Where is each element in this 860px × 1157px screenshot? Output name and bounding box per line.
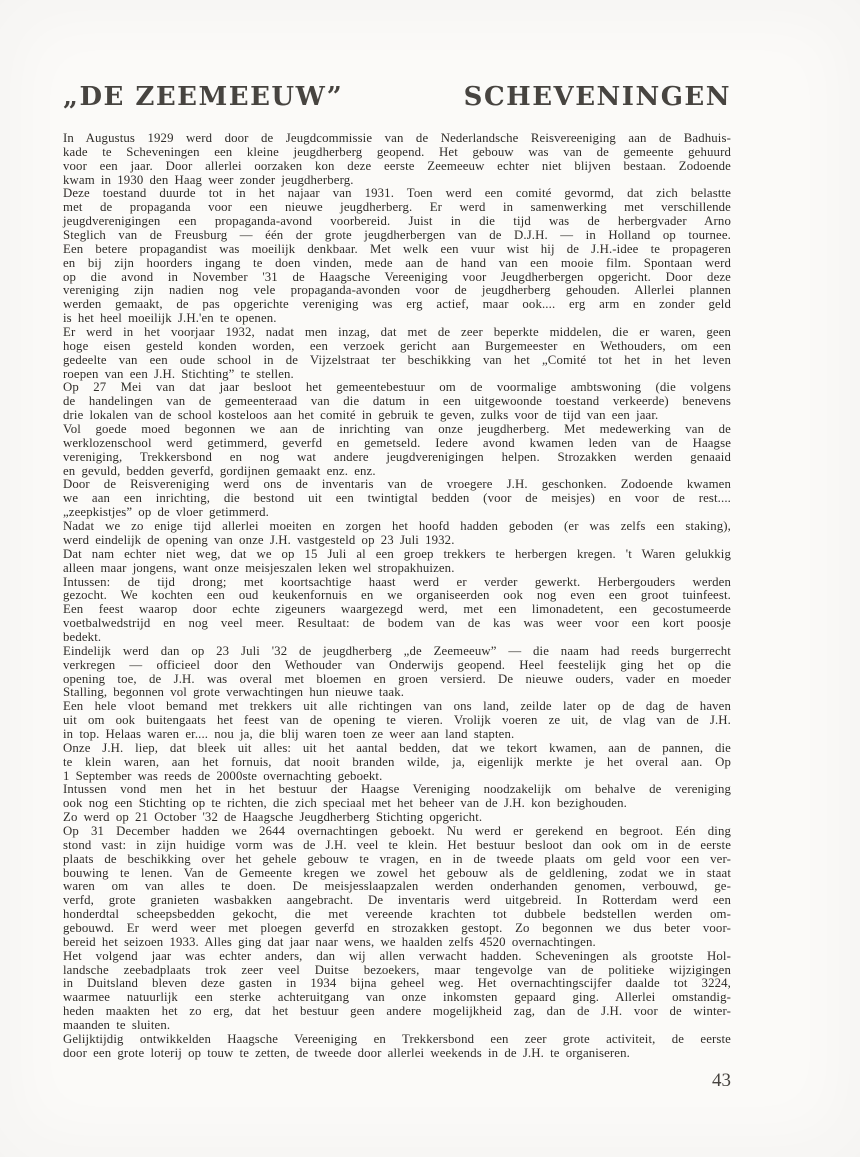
- text-line: Steglich van de Freusburg — één der grote jeugdherbergen van de D.J.H. — in Holland op tournee.: [63, 228, 731, 243]
- text-line: Vol goede moed begonnen we aan de inrichting van onze jeugdherberg. Met medewerking van de: [63, 422, 731, 437]
- paragraph: [63, 700, 731, 742]
- text-line: kade te Scheveningen een kleine jeugdherberg geopend. Het gebouw was van de gemeente gehuurd: [63, 144, 731, 159]
- text-line: Stalling, begonnen vol grote verwachtingen hun nieuwe taak.: [63, 685, 405, 700]
- text-line: door een grote loterij op touw te zetten, de tweede door allerlei weekends in de J.H. te organiseren.: [63, 1045, 630, 1060]
- text-line: honderdtal scheepsbedden gekocht, die met vereende krachten tot dubbele bedstellen werden om-: [63, 907, 731, 922]
- text-line: werden gemaakt, de pas opgerichte vereniging was erg actief, maar ook.... erg arm en zonder geld: [63, 297, 731, 312]
- text-line: we aan een inrichting, die bestond uit een twintigtal bedden (voor de meisjes) en voor de rest....: [63, 491, 731, 506]
- text-line: Het volgend jaar was echter anders, dan wij allen verwacht hadden. Scheveningen als grootste Hol-: [63, 948, 731, 963]
- text-line: Een betere propagandist was moeilijk denkbaar. Met welk een vuur wist hij de J.H.-idee te propageren: [63, 241, 731, 256]
- text-line: drie lokalen van de school kosteloos aan het comité in gebruik te geven, zulks voor de tijd van een jaar.: [63, 408, 659, 423]
- text-line: vereniging, Trekkersbond en nog wat andere jeugdverenigingen helpen. Strozakken werden genaaid: [63, 449, 731, 464]
- text-line: is het heel moeilijk J.H.'en te openen.: [63, 311, 277, 326]
- text-line: voor een jaar. Door allerlei oorzaken kon deze eerste Zeemeeuw echter niet blijven bestaan. Zodoende: [63, 158, 731, 173]
- text-line: te klein waren, aan het fornuis, dat nooit branden wilde, ja, eigenlijk merkte je het overal aan. Op: [63, 754, 731, 769]
- paragraph: [63, 645, 731, 700]
- page-header: [63, 82, 731, 112]
- article-body: [63, 132, 731, 1061]
- text-line: verfd, grote granieten wasbakken aangebracht. De inventaris werd uitgebreid. In Rotterdam werd een: [63, 893, 731, 908]
- text-line: voetbalwedstrijd en nog veel meer. Resultaat: de bodem van de kas was weer voor een kort poosje: [63, 616, 731, 631]
- paragraph: [63, 326, 731, 381]
- text-line: Dat nam echter niet weg, dat we op 15 Juli al een groep trekkers te herbergen kregen. 't Waren gelukkig: [63, 546, 731, 561]
- text-line: uit om ook buitengaats het feest van de opening te vieren. Vrolijk voeren ze uit, de vlag van de J.H.: [63, 713, 731, 728]
- text-line: bereid het seizoen 1933. Alles ging dat jaar naar wens, we haalden zelfs 4520 overnachtingen.: [63, 934, 596, 949]
- paragraph: [63, 520, 731, 548]
- text-line: „zeepkistjes” op de vloer getimmerd.: [63, 505, 269, 520]
- text-line: roepen van een J.H. Stichting” te stellen.: [63, 366, 294, 381]
- text-line: Er werd in het voorjaar 1932, nadat men inzag, dat met de zeer beperkte middelen, die er waren, geen: [63, 325, 731, 340]
- text-line: waarmee natuurlijk een sterke achteruitgang van onze inkomsten gepaard ging. Allerlei omstandig-: [63, 990, 731, 1005]
- text-line: in top. Helaas waren er.... nou ja, die blij waren toen ze weer aan land stapten.: [63, 726, 515, 741]
- paragraph: [63, 825, 731, 950]
- text-line: opening toe, de J.H. was overal met bloemen en groen versierd. De nieuwe ouders, vader en moeder: [63, 671, 731, 686]
- text-line: maanden te sluiten.: [63, 1018, 171, 1032]
- text-line: Onze J.H. liep, dat bleek uit alles: uit het aantal bedden, dat we tekort kwamen, aan de pannen, die: [63, 740, 731, 755]
- text-line: Zo werd op 21 October '32 de Haagsche Jeugdherberg Stichting opgericht.: [63, 810, 483, 825]
- paragraph: [63, 742, 731, 784]
- text-line: in Duitsland bleven deze gasten in 1934 bijna geheel weg. Het overnachtingscijfer daalde tot 3224,: [63, 976, 731, 991]
- paragraph: [63, 132, 731, 187]
- page-number: 43: [712, 1070, 731, 1091]
- paragraph: [63, 950, 731, 1033]
- text-line: vereniging zijn nadien nog vele propaganda-avonden voor de jeugdherberg gehouden. Allerlei plannen: [63, 283, 731, 298]
- paragraph: [63, 423, 731, 478]
- text-line: Gelijktijdig ontwikkelden Haagsche Vereeniging en Trekkersbond een zeer grote activiteit, de eerste: [63, 1031, 731, 1046]
- text-line: op die avond in November '31 de Haagsche Vereeniging voor Jeugdherbergen opgericht. Door deze: [63, 269, 731, 284]
- text-line: landsche zeebadplaats trok zeer veel Duitse bezoekers, maar tengevolge van de politieke wijzigingen: [63, 962, 731, 977]
- text-line: waren om van alles te doen. De meisjesslaapzalen werden onderhanden genomen, verbouwd, ge-: [63, 879, 731, 894]
- text-line: gezocht. We kochten een oud keukenfornuis en we organiseerden ook nog even een groot tuinfeest.: [63, 588, 731, 603]
- text-line: bedekt.: [63, 629, 102, 644]
- text-line: en gevuld, bedden geverfd, gordijnen gemaakt enz. enz.: [63, 463, 376, 478]
- article-location-title: SCHEVENINGEN: [463, 82, 731, 112]
- text-line: hoge eisen gesteld konden worden, een verzoek gericht aan Burgemeester en Wethouders, om een: [63, 338, 731, 353]
- text-line: Een feest waarop door echte zigeuners waargezegd werd, met een limonadetent, een gecostumeerde: [63, 602, 731, 617]
- text-line: Intussen: de tijd drong; met koortsachtige haast werd er verder gewerkt. Herbergouders werden: [63, 574, 731, 589]
- paragraph: [63, 187, 731, 326]
- text-line: Intussen vond men het in het bestuur der Haagse Vereniging noodzakelijk om behalve de vereniging: [63, 782, 731, 797]
- text-line: plaats de beschikking over het gehele gebouw te vragen, en in de tweede plaats om geld voor een ver-: [63, 851, 731, 866]
- text-line: jeugdverenigingen een propaganda-avond voorbereid. Juist in die tijd was de herbergvader Arno: [63, 214, 731, 229]
- article-title: „DE ZEEMEEUW”: [63, 82, 344, 112]
- paragraph: [63, 811, 731, 825]
- text-line: Op 27 Mei van dat jaar besloot het gemeentebestuur om de voormalige ambtswoning (die volgens: [63, 380, 731, 395]
- text-line: werd eindelijk de opening van onze J.H. vastgesteld op 23 Juli 1932.: [63, 532, 455, 547]
- text-line: Door de Reisvereniging werd ons de inventaris van de vroegere J.H. geschonken. Zodoende kwamen: [63, 477, 731, 492]
- paragraph: [63, 478, 731, 520]
- text-line: de handelingen van de gemeenteraad van die datum in een uitgewoonde toestand verkeerde) benevens: [63, 394, 731, 409]
- text-line: Nadat we zo enige tijd allerlei moeiten en zorgen het hoofd hadden geboden (er was zelfs een staking),: [63, 519, 731, 534]
- text-line: In Augustus 1929 werd door de Jeugdcommissie van de Nederlandsche Reisvereeniging aan de Badhuis-: [63, 131, 731, 145]
- paragraph: [63, 381, 731, 423]
- paragraph: [63, 548, 731, 576]
- text-line: met de propaganda voor een nieuwe jeugdherberg. Er werd in samenwerking met verschillende: [63, 200, 731, 215]
- text-line: Deze toestand duurde tot in het najaar van 1931. Toen werd een comité gevormd, dat zich belastte: [63, 186, 731, 201]
- text-line: bouwing te lenen. Van de Gemeente kregen we zowel het gebouw als de geldlening, zodat we in staat: [63, 865, 731, 880]
- text-line: stond vast: in zijn huidige vorm was de J.H. veel te klein. Het bestuur besloot dan ook om in de eerste: [63, 837, 731, 852]
- text-line: Op 31 December hadden we 2644 overnachtingen geboekt. Nu werd er gerekend en begroot. Eén ding: [63, 823, 731, 838]
- text-line: 1 September was reeds de 2000ste overnachting geboekt.: [63, 768, 383, 783]
- text-line: en bij zijn hoorders ingang te doen vinden, mede aan de hand van een mooie film. Spontaan werd: [63, 255, 731, 270]
- text-line: verkregen — officieel door den Wethouder van Onderwijs geopend. Heel feestelijk ging het op die: [63, 657, 731, 672]
- text-line: alleen maar jongens, want onze meisjeszalen leken wel stropakhuizen.: [63, 560, 455, 575]
- text-line: heden maakten het zo erg, dat het bestuur geen andere mogelijkheid zag, dan de J.H. voor de winter-: [63, 1004, 731, 1019]
- text-line: gedeelte van een oude school in de Vijzelstraat ter beschikking van het „Comité tot het in het leven: [63, 352, 731, 367]
- text-line: ook nog een Stichting op te richten, die zich speciaal met het beheer van de J.H. kon bezighouden.: [63, 796, 627, 811]
- text-line: gebouwd. Er werd weer met ploegen geverfd en strozakken gestopt. Zo begonnen we dus beter voor-: [63, 920, 731, 935]
- text-line: Een hele vloot bemand met trekkers uit alle richtingen van ons land, zeilde later op de dag de haven: [63, 699, 731, 714]
- text-line: werklozenschool werd getimmerd, geverfd en gemetseld. Iedere avond kwamen leden van de Haagse: [63, 435, 731, 450]
- text-line: kwam in 1930 den Haag weer zonder jeugdherberg.: [63, 172, 354, 187]
- paragraph: [63, 1033, 731, 1061]
- text-line: Eindelijk werd dan op 23 Juli '32 de jeugdherberg „de Zeemeeuw” — die naam had reeds burgerrecht: [63, 643, 731, 658]
- paragraph: [63, 783, 731, 811]
- paragraph: [63, 576, 731, 645]
